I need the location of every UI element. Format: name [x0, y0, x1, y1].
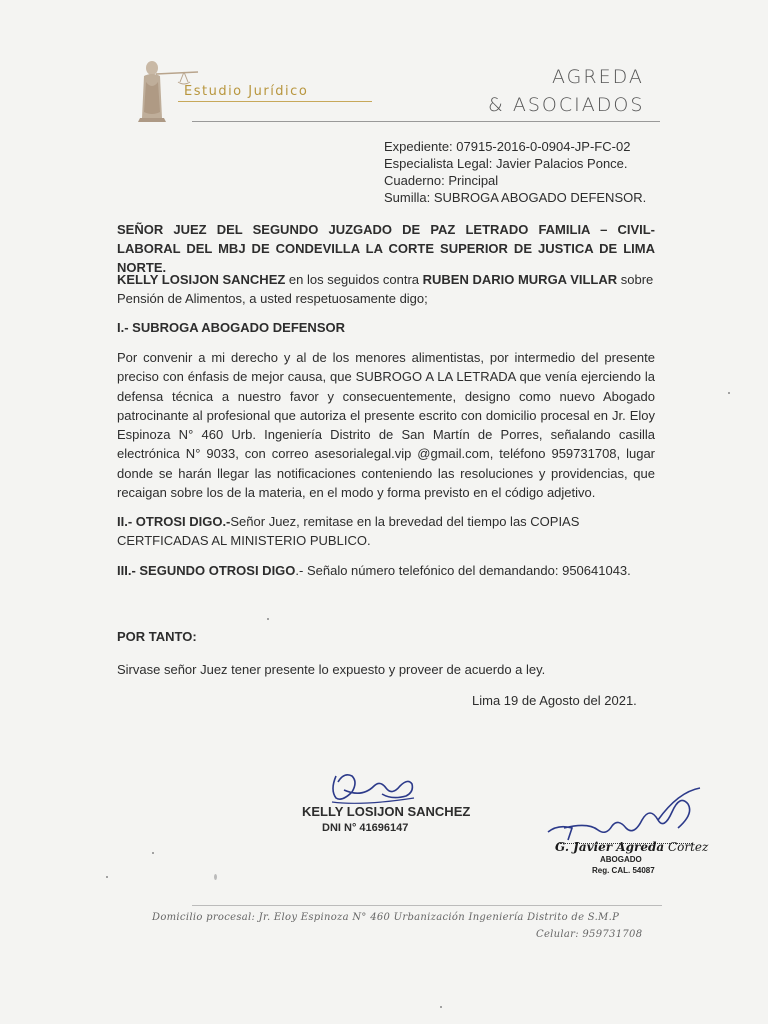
- segundo-otrosi-text: .- Señalo número telefónico del demandando: 950641043.: [295, 563, 631, 578]
- lawyer-name-rest: Cortez: [664, 840, 709, 854]
- document-date: Lima 19 de Agosto del 2021.: [472, 693, 637, 708]
- plaintiff-name: KELLY LOSIJON SANCHEZ: [117, 272, 286, 287]
- addressee-heading: SEÑOR JUEZ DEL SEGUNDO JUZGADO DE PAZ LETRADO FAMILIA – CIVIL- LABORAL DEL MBJ DE CONDEVILLA LA CORTE SUPERIOR DE JUSTICA DE LIMA NORTE.: [117, 222, 655, 275]
- case-expediente: Expediente: 07915-2016-0-0904-JP-FC-02: [384, 139, 631, 154]
- por-tanto-heading: POR TANTO:: [117, 629, 197, 644]
- footer-phone: Celular: 959731708: [536, 929, 643, 940]
- parties-connector: en los seguidos contra: [285, 272, 423, 287]
- client-name: KELLY LOSIJON SANCHEZ: [302, 804, 471, 819]
- case-specialist: Especialista Legal: Javier Palacios Ponce.: [384, 156, 628, 171]
- footer-divider: [192, 905, 662, 906]
- lawyer-registration: Reg. CAL. 54087: [592, 866, 655, 875]
- client-signature: [322, 768, 418, 808]
- otrosi-paragraph: [117, 512, 655, 551]
- otrosi-text: Señor Juez, remitase en la brevedad del tiempo las COPIAS CERTFICADAS AL MINISTERIO PUBLICO.: [117, 514, 580, 549]
- segundo-otrosi-label: III.- SEGUNDO OTROSI DIGO: [117, 563, 296, 578]
- client-dni: DNI N° 41696147: [322, 822, 409, 834]
- lawyer-name: [555, 840, 708, 854]
- brand-name-line2: & ASOCIADOS: [488, 94, 645, 116]
- section1-body: Por convenir a mi derecho y al de los menores alimentistas, por intermedio del presente preciso con énfasis de mejor causa, que SUBROGO A LA LETRADA que venía ejerciendo la defensa técnica a nuestro favor y consecuentemente, designo como nuevo Abogado patrocinante al profesional que autoriza el presente escrito con domicilio procesal en Jr. Eloy Espinoza N° 460 Urb. Ingeniería Distrito de San Martín de Porres, señalando casilla electrónica N° 9033, con correo asesorialegal.vip @gmail.com, teléfono 959731708, lugar donde se harán llegar las notificaciones conteniendo las resoluciones y providencias, que recaigan sobre los de la materia, en el modo y forma previsto en el código adjetivo.: [117, 350, 655, 501]
- lawyer-title: ABOGADO: [600, 855, 642, 864]
- case-info: [384, 138, 646, 206]
- lawyer-name-bold: G. Javier Agreda: [555, 840, 665, 854]
- closing-request: Sirvase señor Juez tener presente lo expuesto y proveer de acuerdo a ley.: [117, 662, 546, 677]
- case-notebook: Cuaderno: Principal: [384, 173, 499, 188]
- footer-address: Domicilio procesal: Jr. Eloy Espinoza N° 460 Urbanización Ingeniería Distrito de S.M.P: [152, 912, 620, 923]
- brand-name-line1: AGREDA: [552, 66, 644, 88]
- parties-tail: sobre Pensión de Alimentos, a usted respetuosamente digo;: [117, 272, 654, 307]
- segundo-otrosi-paragraph: [117, 561, 655, 580]
- case-summary: Sumilla: SUBROGA ABOGADO DEFENSOR.: [384, 190, 647, 205]
- lawyer-signature: [538, 784, 708, 844]
- header-divider: [192, 121, 660, 122]
- studio-name: Estudio Jurídico: [184, 84, 309, 99]
- studio-underline: [178, 101, 372, 102]
- defendant-name: RUBEN DARIO MURGA VILLAR: [422, 272, 618, 287]
- parties-paragraph: [117, 270, 655, 309]
- otrosi-label: II.- OTROSI DIGO.-: [117, 514, 231, 529]
- section1-title: I.- SUBROGA ABOGADO DEFENSOR: [117, 320, 345, 335]
